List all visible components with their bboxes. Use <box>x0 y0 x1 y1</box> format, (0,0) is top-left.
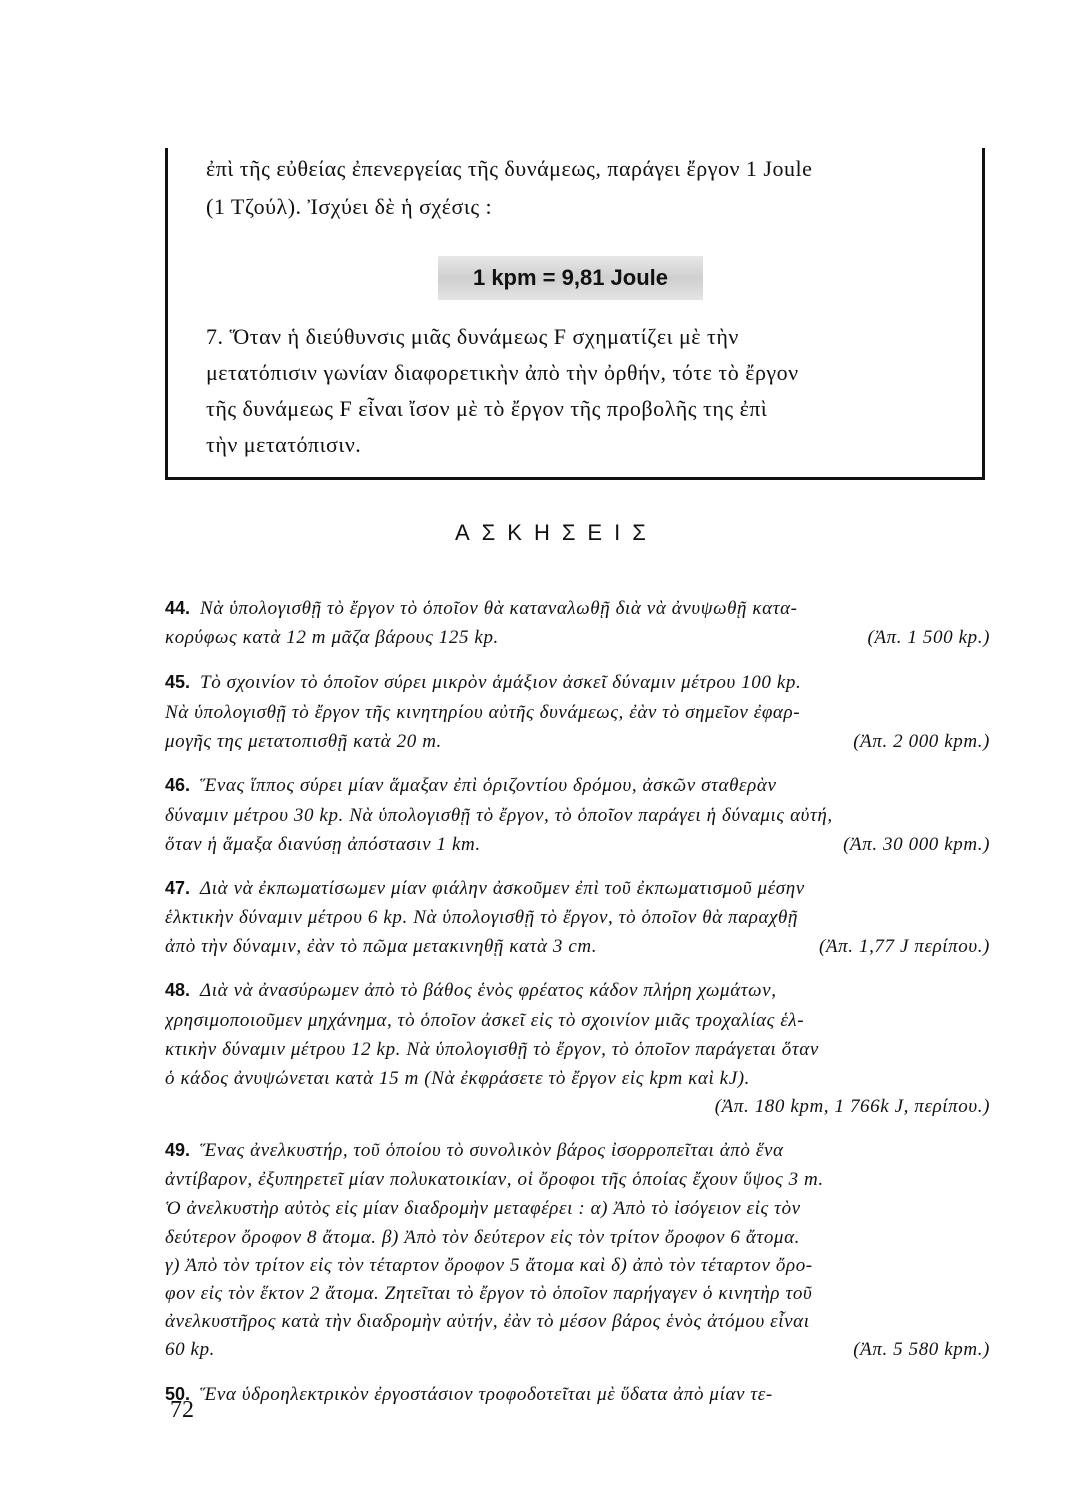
rule-7-line-1: 7. Ὅταν ἡ διεύθυνσις μιᾶς δυνάμεως F σχηματίζει μὲ τὴν <box>206 324 739 349</box>
section-title: ΑΣΚΗΣΕΙΣ <box>455 520 658 545</box>
exercise-46-line-2: δύναμιν μέτρου 30 kp. Νὰ ὑπολογισθῇ τὸ ἔργον, τὸ ὁποῖον παράγει ἡ δύναμις αὐτή, <box>165 805 833 826</box>
exercise-46-line-1: 46. Ἕνας ἵππος σύρει μίαν ἅμαξαν ἐπὶ ὁριζοντίου δρόμου, ἀσκῶν σταθερὰν <box>165 775 777 796</box>
exercise-44-line-1: 44. Νὰ ὑπολογισθῇ τὸ ἔργον τὸ ὁποῖον θὰ καταναλωθῇ διὰ νὰ ἀνυψωθῇ κατα- <box>165 598 798 619</box>
exercise-45-line-2: Νὰ ὑπολογισθῇ τὸ ἔργον τῆς κινητηρίου αὐτῆς δυνάμεως, ἐὰν τὸ σημεῖον ἐφαρ- <box>165 702 801 723</box>
exercise-49-line-5: γ) Ἀπὸ τὸν τρίτον εἰς τὸν τέταρτον ὄροφον 5 ἄτομα καὶ δ) ἀπὸ τὸν τέταρτον ὄρο- <box>165 1255 813 1276</box>
exercise-46-answer: (Ἀπ. 30 000 kpm.) <box>843 834 990 855</box>
page-number: 72 <box>170 1397 194 1423</box>
exercise-number: 48. <box>165 980 191 1000</box>
exercise-47-line-1: 47. Διὰ νὰ ἐκπωματίσωμεν μίαν φιάλην ἀσκοῦμεν ἐπὶ τοῦ ἐκπωματισμοῦ μέσην <box>165 878 805 899</box>
exercise-number: 44. <box>165 598 191 618</box>
exercise-49-answer: (Ἀπ. 5 580 kpm.) <box>853 1339 990 1360</box>
exercise-45-answer: (Ἀπ. 2 000 kpm.) <box>853 731 990 752</box>
exercise-48-line-4: ὁ κάδος ἀνυψώνεται κατὰ 15 m (Νὰ ἐκφράσετε τὸ ἔργον εἰς kpm καὶ kJ). <box>165 1068 751 1089</box>
rule-7-line-4: τὴν μετατόπισιν. <box>206 432 362 457</box>
box-text-line-1: ἐπὶ τῆς εὐθείας ἐπενεργείας τῆς δυνάμεως, παράγει ἔργον 1 Joule <box>206 156 813 181</box>
exercise-49-line-6: φον εἰς τὸν ἕκτον 2 ἄτομα. Ζητεῖται τὸ ἔργον τὸ ὁποῖον παρήγαγεν ὁ κινητὴρ τοῦ <box>165 1283 813 1304</box>
exercise-47-answer: (Ἀπ. 1,77 J περίπου.) <box>819 936 990 957</box>
exercise-50-line-1: 50. Ἕνα ὑδροηλεκτρικὸν ἐργοστάσιον τροφοδοτεῖται μὲ ὕδατα ἀπὸ μίαν τε- <box>165 1384 773 1405</box>
exercise-49-line-3: Ὁ ἀνελκυστὴρ αὐτὸς εἰς μίαν διαδρομὴν μεταφέρει : α) Ἀπὸ τὸ ἰσόγειον εἰς τὸν <box>165 1198 801 1219</box>
rule-box <box>165 148 985 480</box>
exercise-number: 46. <box>165 775 191 795</box>
exercise-47-line-2: ἑλκτικὴν δύναμιν μέτρου 6 kp. Νὰ ὑπολογισθῇ τὸ ἔργον, τὸ ὁποῖον θὰ παραχθῇ <box>165 907 798 928</box>
exercise-44-answer: (Ἀπ. 1 500 kp.) <box>867 627 990 648</box>
exercise-49-line-1: 49. Ἕνας ἀνελκυστήρ, τοῦ ὁποίου τὸ συνολικὸν βάρος ἰσορροπεῖται ἀπὸ ἕνα <box>165 1140 784 1161</box>
exercise-46-line-3: ὅταν ἡ ἅμαξα διανύσῃ ἀπόστασιν 1 km. (Ἀπ. 30 000 kpm.) <box>165 834 990 855</box>
exercise-48-line-5 <box>165 1096 990 1118</box>
exercise-number: 47. <box>165 878 191 898</box>
exercise-48-answer: (Ἀπ. 180 kpm, 1 766k J, περίπου.) <box>714 1096 990 1117</box>
exercise-number: 50. <box>165 1384 191 1404</box>
exercise-48-line-1: 48. Διὰ νὰ ἀνασύρωμεν ἀπὸ τὸ βάθος ἑνὸς φρέατος κάδον πλήρη χωμάτων, <box>165 980 777 1001</box>
exercise-number: 49. <box>165 1140 191 1160</box>
exercise-number: 45. <box>165 672 191 692</box>
exercise-45-line-1: 45. Τὸ σχοινίον τὸ ὁποῖον σύρει μικρὸν ἁμάξιον ἀσκεῖ δύναμιν μέτρου 100 kp. <box>165 672 802 693</box>
rule-7-line-3: τῆς δυνάμεως F εἶναι ἴσον μὲ τὸ ἔργον τῆς προβολῆς της ἐπὶ <box>206 396 768 421</box>
rule-7-line-2: μετατόπισιν γωνίαν διαφορετικὴν ἀπὸ τὴν ὀρθήν, τότε τὸ ἔργον <box>206 360 799 385</box>
exercise-48-line-3: κτικὴν δύναμιν μέτρου 12 kp. Νὰ ὑπολογισθῇ τὸ ἔργον, τὸ ὁποῖον παράγεται ὅταν <box>165 1039 819 1060</box>
exercise-44-line-2: κορύφως κατὰ 12 m μᾶζα βάρους 125 kp. (Ἀπ. 1 500 kp.) <box>165 627 990 648</box>
exercise-49-line-7: ἀνελκυστῆρος κατὰ τὴν διαδρομὴν αὐτήν, ἐὰν τὸ μέσον βάρος ἑνὸς ἀτόμου εἶναι <box>165 1311 810 1332</box>
exercise-45-line-3: μογῆς της μετατοπισθῇ κατὰ 20 m. (Ἀπ. 2 000 kpm.) <box>165 731 990 752</box>
formula-highlight: 1 kpm = 9,81 Joule <box>438 256 703 300</box>
exercise-47-line-3: ἀπὸ τὴν δύναμιν, ἐὰν τὸ πῶμα μετακινηθῇ κατὰ 3 cm. (Ἀπ. 1,77 J περίπου.) <box>165 936 990 957</box>
exercise-48-line-2: χρησιμοποιοῦμεν μηχάνημα, τὸ ὁποῖον ἀσκεῖ εἰς τὸ σχοινίον μιᾶς τροχαλίας ἑλ- <box>165 1010 805 1031</box>
exercise-49-line-4: δεύτερον ὄροφον 8 ἄτομα. β) Ἀπὸ τὸν δεύτερον εἰς τὸν τρίτον ὄροφον 6 ἄτομα. <box>165 1227 800 1248</box>
box-text-line-2: (1 Τζούλ). Ἰσχύει δὲ ἡ σχέσις : <box>206 194 493 219</box>
exercise-49-line-2: ἀντίβαρον, ἐξυπηρετεῖ μίαν πολυκατοικίαν, οἱ ὄροφοι τῆς ὁποίας ἔχουν ὕψος 3 m. <box>165 1169 824 1190</box>
exercise-49-line-8: 60 kp. (Ἀπ. 5 580 kpm.) <box>165 1339 990 1360</box>
